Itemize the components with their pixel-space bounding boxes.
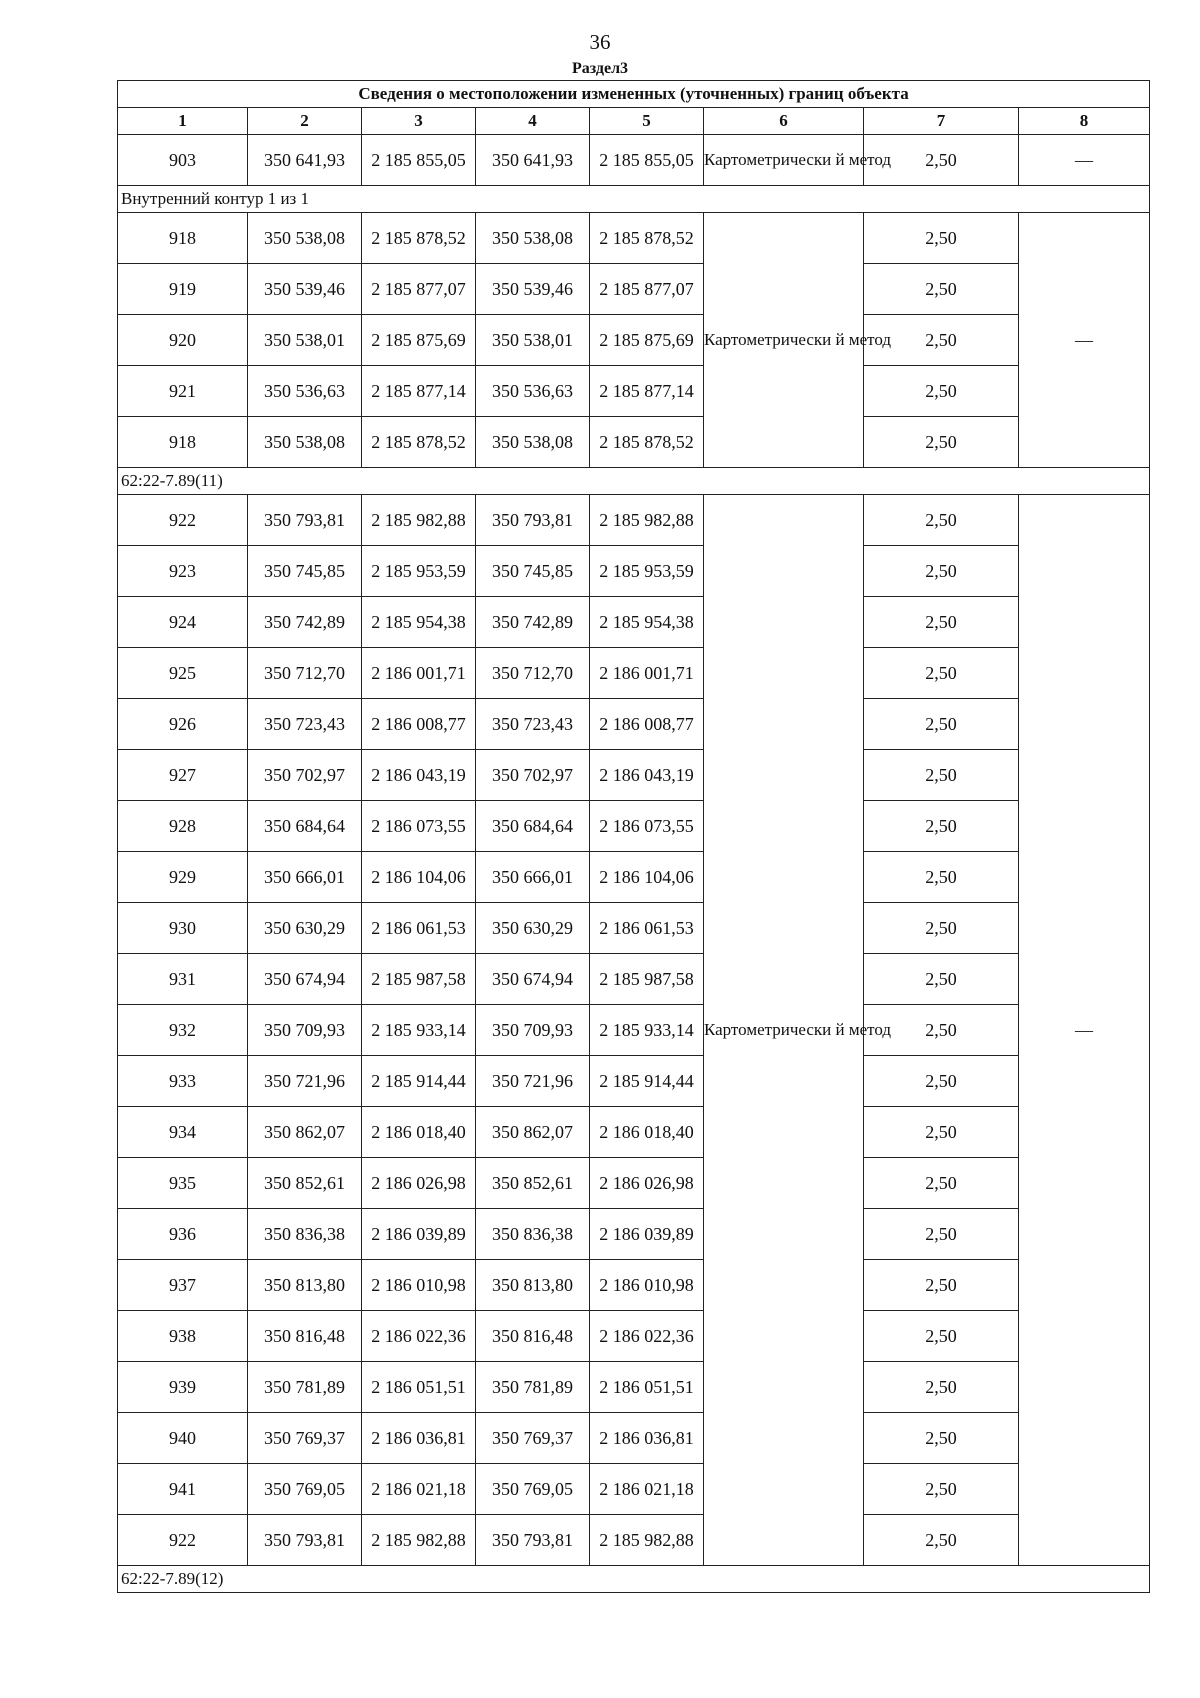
coord-x-new: 350 684,64 xyxy=(476,801,590,852)
coord-x-new: 350 539,46 xyxy=(476,264,590,315)
table-row xyxy=(118,264,1150,315)
table-row xyxy=(118,1158,1150,1209)
method-cell: Картометрически й метод xyxy=(704,495,864,1566)
accuracy-cell: 2,50 xyxy=(864,852,1019,903)
column-header: 2 xyxy=(248,108,362,135)
coord-x-old: 350 630,29 xyxy=(248,903,362,954)
coord-y-new: 2 186 008,77 xyxy=(590,699,704,750)
coord-x-old: 350 852,61 xyxy=(248,1158,362,1209)
method-cell: Картометрически й метод xyxy=(704,213,864,468)
point-number: 925 xyxy=(118,648,248,699)
coord-y-old: 2 186 018,40 xyxy=(362,1107,476,1158)
coord-x-old: 350 721,96 xyxy=(248,1056,362,1107)
coord-y-new: 2 185 855,05 xyxy=(590,135,704,186)
coord-y-old: 2 186 026,98 xyxy=(362,1158,476,1209)
table-row xyxy=(118,1413,1150,1464)
coord-y-new: 2 185 877,14 xyxy=(590,366,704,417)
coord-x-new: 350 538,08 xyxy=(476,213,590,264)
coord-y-old: 2 185 875,69 xyxy=(362,315,476,366)
accuracy-cell: 2,50 xyxy=(864,903,1019,954)
dash-cell: — xyxy=(1019,213,1150,468)
accuracy-cell: 2,50 xyxy=(864,1362,1019,1413)
coord-x-new: 350 712,70 xyxy=(476,648,590,699)
coord-x-new: 350 862,07 xyxy=(476,1107,590,1158)
coord-y-old: 2 186 008,77 xyxy=(362,699,476,750)
table-row xyxy=(118,597,1150,648)
coord-y-new: 2 185 954,38 xyxy=(590,597,704,648)
coord-y-old: 2 185 914,44 xyxy=(362,1056,476,1107)
table-row xyxy=(118,135,1150,186)
coord-y-old: 2 185 954,38 xyxy=(362,597,476,648)
coord-x-new: 350 536,63 xyxy=(476,366,590,417)
accuracy-cell: 2,50 xyxy=(864,1056,1019,1107)
page-number: 36 xyxy=(589,30,611,54)
accuracy-cell: 2,50 xyxy=(864,546,1019,597)
accuracy-cell: 2,50 xyxy=(864,315,1019,366)
coord-x-old: 350 666,01 xyxy=(248,852,362,903)
point-number: 939 xyxy=(118,1362,248,1413)
coord-y-old: 2 185 987,58 xyxy=(362,954,476,1005)
coord-y-old: 2 185 877,07 xyxy=(362,264,476,315)
accuracy-cell: 2,50 xyxy=(864,366,1019,417)
accuracy-cell: 2,50 xyxy=(864,1260,1019,1311)
column-header: 1 xyxy=(118,108,248,135)
coord-x-old: 350 816,48 xyxy=(248,1311,362,1362)
coord-x-old: 350 781,89 xyxy=(248,1362,362,1413)
coord-y-new: 2 185 953,59 xyxy=(590,546,704,597)
table-row xyxy=(118,1362,1150,1413)
coord-x-old: 350 536,63 xyxy=(248,366,362,417)
coord-y-new: 2 186 043,19 xyxy=(590,750,704,801)
coord-x-new: 350 793,81 xyxy=(476,1515,590,1566)
coord-y-old: 2 185 953,59 xyxy=(362,546,476,597)
accuracy-cell: 2,50 xyxy=(864,801,1019,852)
coord-y-new: 2 186 021,18 xyxy=(590,1464,704,1515)
coord-x-new: 350 769,05 xyxy=(476,1464,590,1515)
coord-x-old: 350 769,05 xyxy=(248,1464,362,1515)
coord-y-old: 2 186 036,81 xyxy=(362,1413,476,1464)
coord-x-new: 350 816,48 xyxy=(476,1311,590,1362)
point-number: 941 xyxy=(118,1464,248,1515)
point-number: 926 xyxy=(118,699,248,750)
table-row xyxy=(118,1260,1150,1311)
coord-x-new: 350 742,89 xyxy=(476,597,590,648)
accuracy-cell: 2,50 xyxy=(864,1107,1019,1158)
coord-x-old: 350 712,70 xyxy=(248,648,362,699)
coord-y-old: 2 186 061,53 xyxy=(362,903,476,954)
coord-y-old: 2 186 073,55 xyxy=(362,801,476,852)
coord-y-old: 2 186 021,18 xyxy=(362,1464,476,1515)
coord-y-new: 2 185 877,07 xyxy=(590,264,704,315)
coord-x-new: 350 641,93 xyxy=(476,135,590,186)
coord-x-old: 350 862,07 xyxy=(248,1107,362,1158)
accuracy-cell: 2,50 xyxy=(864,750,1019,801)
coord-x-new: 350 538,08 xyxy=(476,417,590,468)
coord-x-old: 350 709,93 xyxy=(248,1005,362,1056)
accuracy-cell: 2,50 xyxy=(864,1413,1019,1464)
coord-y-new: 2 185 933,14 xyxy=(590,1005,704,1056)
coord-x-new: 350 781,89 xyxy=(476,1362,590,1413)
point-number: 935 xyxy=(118,1158,248,1209)
table-row xyxy=(118,1056,1150,1107)
coord-y-new: 2 186 010,98 xyxy=(590,1260,704,1311)
column-header: 6 xyxy=(704,108,864,135)
point-number: 918 xyxy=(118,213,248,264)
table-row xyxy=(118,750,1150,801)
contour-label: Внутренний контур 1 из 1 xyxy=(118,186,1150,213)
point-number: 903 xyxy=(118,135,248,186)
column-header-row xyxy=(118,108,1150,135)
table-row xyxy=(118,801,1150,852)
point-number: 934 xyxy=(118,1107,248,1158)
point-number: 933 xyxy=(118,1056,248,1107)
point-number: 920 xyxy=(118,315,248,366)
accuracy-cell: 2,50 xyxy=(864,954,1019,1005)
coord-y-new: 2 186 051,51 xyxy=(590,1362,704,1413)
coord-x-old: 350 702,97 xyxy=(248,750,362,801)
table-title: Сведения о местоположении измененных (уточненных) границ объекта xyxy=(118,81,1150,108)
point-number: 930 xyxy=(118,903,248,954)
point-number: 936 xyxy=(118,1209,248,1260)
accuracy-cell: 2,50 xyxy=(864,1464,1019,1515)
coord-x-old: 350 793,81 xyxy=(248,495,362,546)
column-header: 4 xyxy=(476,108,590,135)
coord-y-new: 2 185 878,52 xyxy=(590,417,704,468)
dash-cell: — xyxy=(1019,135,1150,186)
coord-y-old: 2 185 982,88 xyxy=(362,495,476,546)
coord-y-old: 2 185 982,88 xyxy=(362,1515,476,1566)
coord-y-old: 2 186 051,51 xyxy=(362,1362,476,1413)
accuracy-cell: 2,50 xyxy=(864,1515,1019,1566)
table-row xyxy=(118,417,1150,468)
table-row xyxy=(118,903,1150,954)
coord-y-new: 2 186 018,40 xyxy=(590,1107,704,1158)
coord-x-new: 350 769,37 xyxy=(476,1413,590,1464)
point-number: 932 xyxy=(118,1005,248,1056)
accuracy-cell: 2,50 xyxy=(864,1311,1019,1362)
table-row xyxy=(118,546,1150,597)
coord-x-old: 350 539,46 xyxy=(248,264,362,315)
table-row xyxy=(118,1005,1150,1056)
coord-y-new: 2 186 001,71 xyxy=(590,648,704,699)
point-number: 931 xyxy=(118,954,248,1005)
coord-y-new: 2 186 022,36 xyxy=(590,1311,704,1362)
table-row xyxy=(118,1464,1150,1515)
column-header: 3 xyxy=(362,108,476,135)
boundary-points-table xyxy=(117,80,1150,1593)
dash-cell: — xyxy=(1019,495,1150,1566)
coord-x-old: 350 742,89 xyxy=(248,597,362,648)
coord-x-old: 350 813,80 xyxy=(248,1260,362,1311)
coord-x-new: 350 666,01 xyxy=(476,852,590,903)
point-number: 918 xyxy=(118,417,248,468)
point-number: 928 xyxy=(118,801,248,852)
point-number: 929 xyxy=(118,852,248,903)
coord-x-new: 350 745,85 xyxy=(476,546,590,597)
coord-y-old: 2 185 878,52 xyxy=(362,417,476,468)
coord-y-old: 2 186 043,19 xyxy=(362,750,476,801)
accuracy-cell: 2,50 xyxy=(864,495,1019,546)
table-row xyxy=(118,495,1150,546)
section-label: Раздел3 xyxy=(571,60,629,77)
accuracy-cell: 2,50 xyxy=(864,597,1019,648)
coord-x-new: 350 702,97 xyxy=(476,750,590,801)
coord-x-old: 350 836,38 xyxy=(248,1209,362,1260)
coord-x-new: 350 538,01 xyxy=(476,315,590,366)
coord-y-new: 2 185 878,52 xyxy=(590,213,704,264)
coord-y-new: 2 185 987,58 xyxy=(590,954,704,1005)
coord-x-old: 350 745,85 xyxy=(248,546,362,597)
coord-x-old: 350 769,37 xyxy=(248,1413,362,1464)
table-row xyxy=(118,852,1150,903)
coord-y-new: 2 186 073,55 xyxy=(590,801,704,852)
table-row xyxy=(118,1107,1150,1158)
coord-x-new: 350 674,94 xyxy=(476,954,590,1005)
point-number: 921 xyxy=(118,366,248,417)
coord-x-new: 350 709,93 xyxy=(476,1005,590,1056)
accuracy-cell: 2,50 xyxy=(864,1209,1019,1260)
coord-y-new: 2 185 982,88 xyxy=(590,495,704,546)
point-number: 937 xyxy=(118,1260,248,1311)
coord-x-new: 350 630,29 xyxy=(476,903,590,954)
coord-y-new: 2 186 026,98 xyxy=(590,1158,704,1209)
parcel-label: 62:22-7.89(11) xyxy=(118,468,1150,495)
table-row xyxy=(118,1311,1150,1362)
accuracy-cell: 2,50 xyxy=(864,417,1019,468)
point-number: 938 xyxy=(118,1311,248,1362)
parcel-label: 62:22-7.89(12) xyxy=(118,1566,1150,1593)
column-header: 5 xyxy=(590,108,704,135)
coord-x-old: 350 538,08 xyxy=(248,213,362,264)
coord-y-new: 2 185 982,88 xyxy=(590,1515,704,1566)
column-header: 7 xyxy=(864,108,1019,135)
coord-x-new: 350 836,38 xyxy=(476,1209,590,1260)
table-row xyxy=(118,315,1150,366)
coord-y-old: 2 185 877,14 xyxy=(362,366,476,417)
coord-y-old: 2 186 039,89 xyxy=(362,1209,476,1260)
point-number: 922 xyxy=(118,495,248,546)
coord-x-old: 350 641,93 xyxy=(248,135,362,186)
coord-y-old: 2 186 010,98 xyxy=(362,1260,476,1311)
table-row xyxy=(118,366,1150,417)
coord-y-new: 2 185 914,44 xyxy=(590,1056,704,1107)
coord-x-new: 350 793,81 xyxy=(476,495,590,546)
coord-y-old: 2 186 022,36 xyxy=(362,1311,476,1362)
method-cell: Картометрически й метод xyxy=(704,135,864,186)
accuracy-cell: 2,50 xyxy=(864,135,1019,186)
coord-x-old: 350 538,08 xyxy=(248,417,362,468)
coord-x-old: 350 538,01 xyxy=(248,315,362,366)
table-row xyxy=(118,648,1150,699)
table-row xyxy=(118,213,1150,264)
coord-y-old: 2 185 878,52 xyxy=(362,213,476,264)
accuracy-cell: 2,50 xyxy=(864,213,1019,264)
coord-x-new: 350 813,80 xyxy=(476,1260,590,1311)
table-row xyxy=(118,1515,1150,1566)
accuracy-cell: 2,50 xyxy=(864,264,1019,315)
point-number: 924 xyxy=(118,597,248,648)
table-row xyxy=(118,1209,1150,1260)
coord-y-old: 2 185 933,14 xyxy=(362,1005,476,1056)
accuracy-cell: 2,50 xyxy=(864,648,1019,699)
coord-x-new: 350 721,96 xyxy=(476,1056,590,1107)
accuracy-cell: 2,50 xyxy=(864,1005,1019,1056)
point-number: 923 xyxy=(118,546,248,597)
point-number: 922 xyxy=(118,1515,248,1566)
coord-x-new: 350 723,43 xyxy=(476,699,590,750)
column-header: 8 xyxy=(1019,108,1150,135)
coord-x-old: 350 793,81 xyxy=(248,1515,362,1566)
coord-x-old: 350 684,64 xyxy=(248,801,362,852)
coord-y-new: 2 185 875,69 xyxy=(590,315,704,366)
coord-x-old: 350 723,43 xyxy=(248,699,362,750)
coord-y-new: 2 186 036,81 xyxy=(590,1413,704,1464)
point-number: 919 xyxy=(118,264,248,315)
accuracy-cell: 2,50 xyxy=(864,699,1019,750)
coord-y-old: 2 185 855,05 xyxy=(362,135,476,186)
accuracy-cell: 2,50 xyxy=(864,1158,1019,1209)
coord-x-old: 350 674,94 xyxy=(248,954,362,1005)
coord-y-old: 2 186 001,71 xyxy=(362,648,476,699)
point-number: 927 xyxy=(118,750,248,801)
coord-y-old: 2 186 104,06 xyxy=(362,852,476,903)
table-row xyxy=(118,699,1150,750)
coord-y-new: 2 186 039,89 xyxy=(590,1209,704,1260)
point-number: 940 xyxy=(118,1413,248,1464)
coord-y-new: 2 186 104,06 xyxy=(590,852,704,903)
coord-x-new: 350 852,61 xyxy=(476,1158,590,1209)
coord-y-new: 2 186 061,53 xyxy=(590,903,704,954)
table-row xyxy=(118,954,1150,1005)
